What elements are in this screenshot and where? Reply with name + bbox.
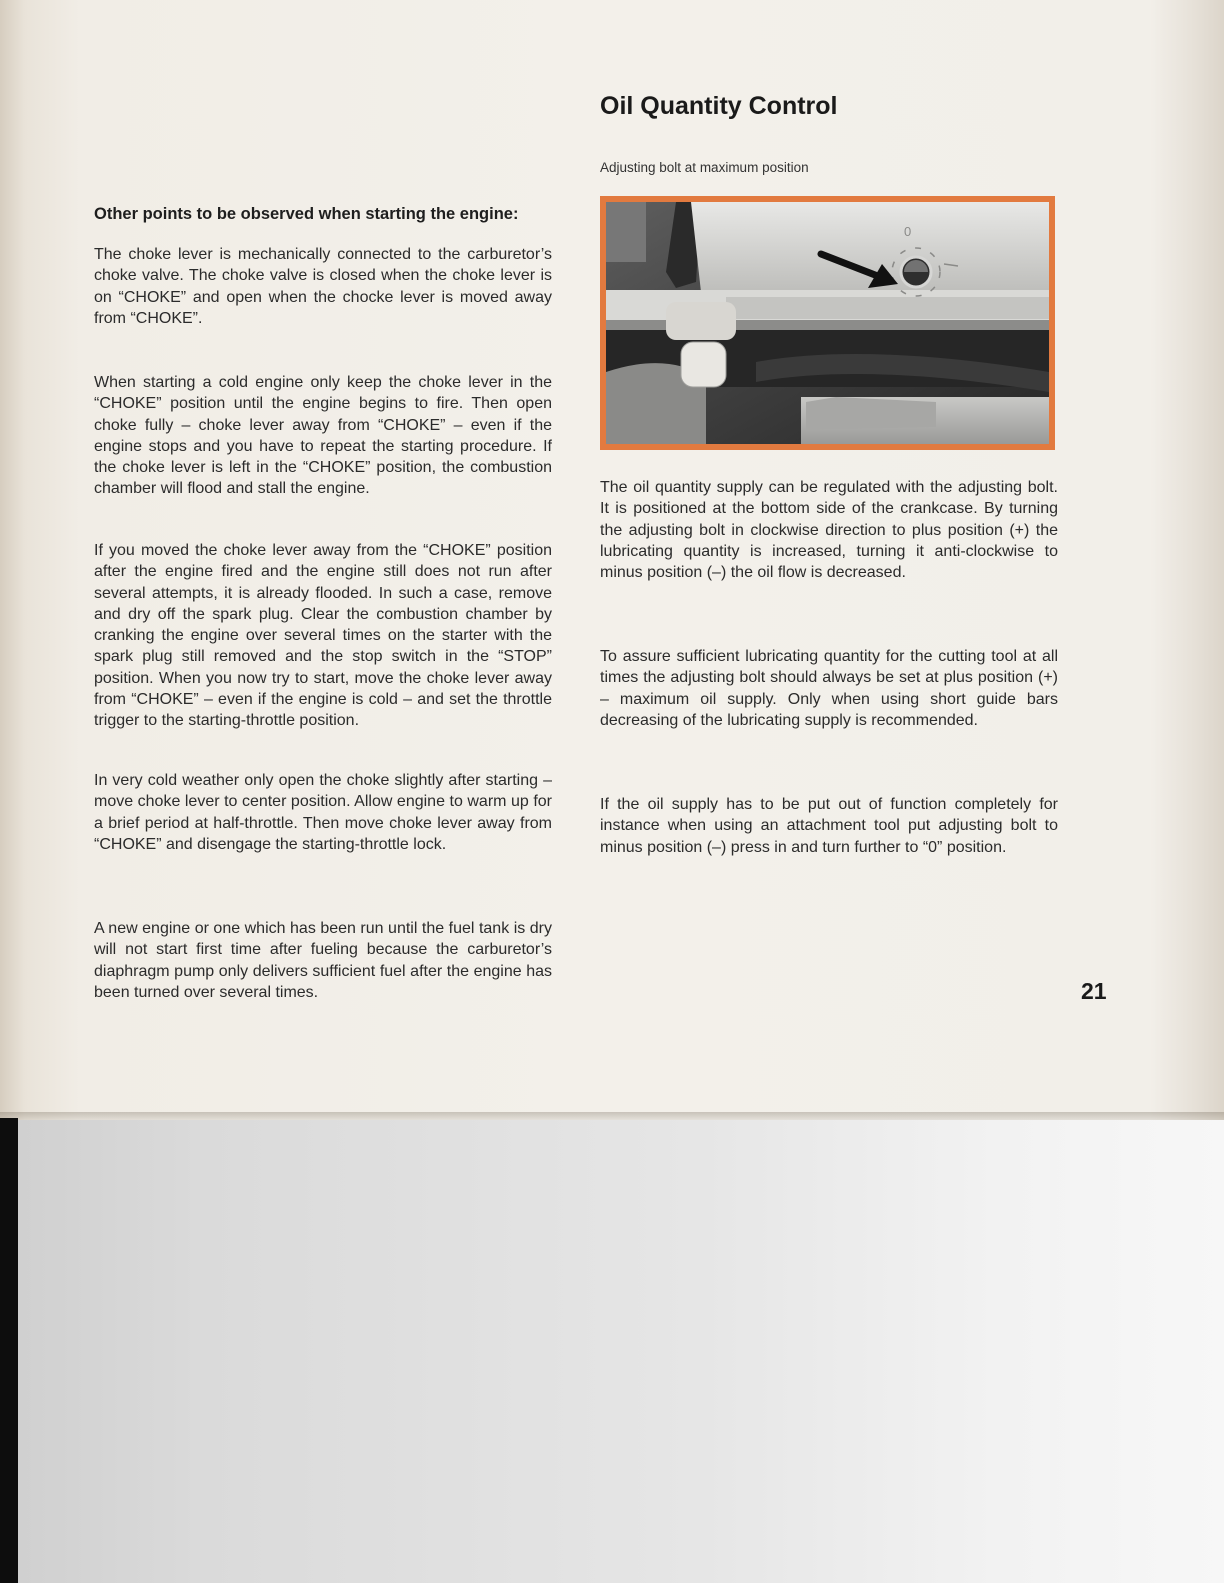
paragraph-oil-regulation: The oil quantity supply can be regulated with the adjusting bolt. It is positioned at the bottom side of the crankcase. By turning the adjusting bolt in clockwise direction to plus position (+) the lubricating quantity is increased, turning it anti-clockwise to minus position (–) the oil flow is decreased. [600, 479, 1058, 582]
section-heading: Other points to be observed when starting the engine: [94, 205, 519, 223]
paragraph-cold-weather: In very cold weather only open the choke slightly after starting – move choke lever to center position. Allow engine to warm up for a brief period at half-throttle. Then move choke lever away from “CHOKE” and disengage the starting-throttle lock. [94, 772, 552, 853]
binding-edge [0, 1118, 18, 1583]
page-title: Oil Quantity Control [600, 92, 838, 120]
photo-zero-label: 0 [904, 224, 912, 239]
scan-background [0, 1120, 1224, 1583]
paragraph-choke-connection: The choke lever is mechanically connected to the carburetor’s choke valve. The choke valve is closed when the choke lever is on “CHOKE” and open when the chocke lever is moved away from “CHOKE”. [94, 246, 552, 327]
paragraph-cold-start: When starting a cold engine only keep the choke lever in the “CHOKE” position until the engine begins to fire. Then open choke fully – choke lever away from “CHOKE” – even if the engine stops and you have to repeat the starting procedure. If the choke lever is left in the “CHOKE” position, the combustion chamber will flood and stall the engine. [94, 374, 552, 498]
paragraph-new-engine: A new engine or one which has been run until the fuel tank is dry will not start first time after fueling because the carburetor’s diaphragm pump only delivers sufficient fuel after the engine has been turned over several times. [94, 920, 552, 1001]
page-number: 21 [1081, 978, 1107, 1004]
photo-caption: Adjusting bolt at maximum position [600, 160, 809, 175]
paragraph-flooded: If you moved the choke lever away from the “CHOKE” position after the engine fired and the engine still does not run after several attempts, it is already flooded. In such a case, remove and dry off the spark plug. Clear the combustion chamber by cranking the engine over several times on the starter with the spark plug still removed and the stop switch in the “STOP” position. When you now try to start, move the choke lever away from “CHOKE” – even if the engine is cold – and set the throttle trigger to the starting-throttle position. [94, 542, 552, 730]
paragraph-sufficient-lubrication: To assure sufficient lubricating quantity for the cutting tool at all times the adjusting bolt should always be set at plus position (+) – maximum oil supply. Only when using short guide bars decreasing of the lubricating supply is recommended. [600, 648, 1058, 729]
paragraph-oil-off: If the oil supply has to be put out of function completely for instance when using an attachment tool put adjusting bolt to minus position (–) press in and turn further to “0” position. [600, 796, 1058, 856]
adjusting-bolt-photo [606, 202, 1049, 444]
adjusting-bolt-photo-frame [600, 196, 1055, 450]
